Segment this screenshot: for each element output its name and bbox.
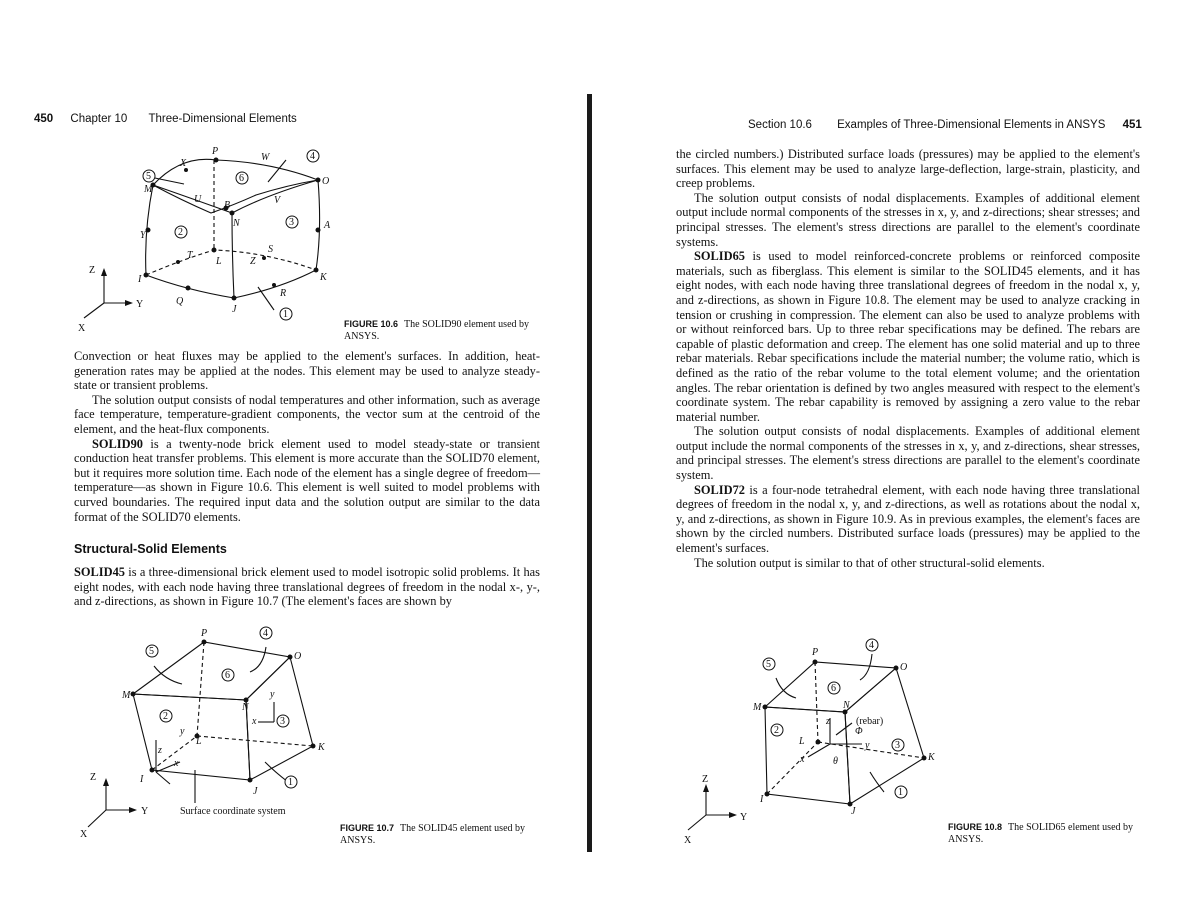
fig6-face-label: 3 (289, 217, 294, 228)
fig8-local-axis: x (800, 754, 805, 765)
paragraph: The solution output consists of nodal temperatures and other information, such as average face temperature, temperature-gradient components, the vector sum at the centroid of the element, and the heat-flux components. (74, 392, 540, 436)
fig8-node-label: N (843, 700, 850, 711)
fig7-local-axis: z (158, 745, 162, 756)
paragraph: SOLID45 is a three-dimensional brick element used to model isotropic solid problems. It has eight nodes, with each node having three translational degrees of freedom in the nodal x-, y-, and z-directions, as shown in Figure 10.7 (The element's faces are shown by (74, 565, 540, 609)
figure-10-6-diagram (66, 140, 356, 340)
figure-10-6-caption (344, 318, 544, 343)
fig8-face-label: 5 (766, 659, 771, 670)
fig8-node-label: L (799, 736, 805, 747)
element-name: SOLID72 (694, 482, 745, 497)
fig6-face-label: 2 (178, 227, 183, 238)
fig6-node-label: A (324, 220, 331, 231)
figure-10-8-diagram (680, 632, 960, 857)
paragraph: The solution output consists of nodal displacements. Examples of additional element output include the normal components of the stresses in x, y, and z-directions, shear stresses, and principal stresses. The element's stress directions are parallel to the element's coordinate system. (676, 424, 1140, 483)
fig8-face-label: 4 (869, 640, 874, 651)
fig8-local-axis: z (826, 716, 830, 727)
fig8-axis-x: X (684, 835, 692, 846)
fig8-face-label: 6 (831, 683, 836, 694)
chapter-title: Three-Dimensional Elements (148, 113, 297, 125)
fig6-axis-x: X (78, 323, 86, 334)
fig8-node-label: I (760, 794, 764, 805)
fig8-node-label: J (851, 806, 856, 817)
page-number: 450 (34, 113, 54, 125)
fig7-local-axis: y (270, 689, 275, 700)
figure-label: FIGURE 10.7 (340, 823, 395, 833)
fig6-axis-y: Y (136, 299, 144, 310)
solid90-element-svg (66, 140, 356, 340)
section-title: Examples of Three-Dimensional Elements in ANSYS (837, 119, 1106, 131)
fig6-node-label: R (280, 288, 287, 299)
fig8-node-label: K (928, 752, 935, 763)
fig6-node-label: V (274, 195, 281, 206)
right-page (600, 0, 1188, 918)
fig7-face-label: 4 (263, 628, 268, 639)
fig7-node-label: I (140, 774, 144, 785)
phi-angle-label: Φ (855, 726, 863, 737)
fig6-node-label: O (322, 176, 330, 187)
fig7-local-axis: x (252, 716, 257, 727)
figure-label: FIGURE 10.6 (344, 319, 399, 329)
fig7-face-label: 1 (288, 777, 293, 788)
book-spine-shadow (587, 94, 592, 852)
fig8-node-label: P (812, 647, 819, 658)
paragraph: SOLID90 is a twenty-node brick element used to model steady-state or transient conduction heat transfer problems. This element is more accurate than the SOLID70 element, but it requires more solution time. Each node of the element has a single degree of freedom—temperature—as shown in Figure 10.6. This element is well suited to model problems with curved boundaries. The required input data and the solution output are similar to the data format of the SOLID70 elements. (74, 436, 540, 524)
fig6-node-label: Z (250, 256, 256, 267)
figure-caption-text: The SOLID45 element used by ANSYS. (340, 823, 526, 846)
figure-label: FIGURE 10.8 (948, 822, 1003, 832)
chapter-label: Chapter 10 (70, 113, 128, 125)
fig7-node-label: L (196, 736, 202, 747)
fig6-node-label: Q (176, 296, 184, 307)
fig6-node-label: N (233, 218, 240, 229)
fig7-node-label: M (122, 690, 131, 701)
fig8-face-label: 3 (895, 740, 900, 751)
section-heading: Structural-Solid Elements (74, 542, 227, 556)
fig8-node-label: O (900, 662, 908, 673)
paragraph: The solution output is similar to that of other structural-solid elements. (694, 555, 1045, 570)
fig6-face-label: 6 (239, 173, 244, 184)
fig8-node-label: M (753, 702, 762, 713)
rebar-label: (rebar) (856, 716, 884, 727)
fig7-local-axis: y (180, 726, 185, 737)
paragraph: SOLID72 is a four-node tetrahedral element, with each node having three translational degrees of freedom in the nodal x, y, and z-directions, as well as rotations about the nodal x, y, and z-directions, as shown in Figure 10.9. As in previous examples, the element's faces are shown by the circled numbers. Distributed surface loads (pressures) may be applied to the element's surfaces. (676, 482, 1140, 556)
fig7-axis-x: X (80, 829, 88, 840)
fig6-node-label: Y (140, 230, 146, 241)
fig7-local-axis: x (174, 758, 179, 769)
fig6-node-label: S (268, 244, 273, 255)
fig8-face-label: 2 (774, 725, 779, 736)
fig7-face-label: 5 (149, 646, 154, 657)
element-name: SOLID45 (74, 565, 125, 579)
left-body-text-1 (74, 349, 540, 524)
running-header-right (748, 119, 1142, 131)
page-number: 451 (1122, 119, 1142, 131)
fig6-node-label: P (212, 146, 219, 157)
fig7-face-label: 2 (163, 711, 168, 722)
solid45-element-svg (70, 622, 340, 852)
paragraph: Convection or heat fluxes may be applied to the element's surfaces. In addition, heat-generation rates may be applied at the nodes. This element may be used to analyze steady-state or transient problems. (74, 349, 540, 393)
paragraph: SOLID65 is used to model reinforced-concrete problems or reinforced composite materials, such as fiberglass. This element is similar to the SOLID45 elements, and it has eight nodes, with each node having three translational degrees of freedom in the nodal x, y, and z-directions, as shown in Figure 10.8. The element may be used to analyze cracking in tension or crushing in compression. The element can also be used to analyze problems with or without reinforced bars. Up to three rebar specifications may be defined. The rebars are capable of plastic deformation and creep. The element has one solid material and up to three rebar materials. Rebar specifications include the material number; the volume ratio, which is defined as the ratio of the rebar volume to the total element volume; and the orientation angles. The rebar orientation is defined by two angles measured with respect to the element's coordinate system. The rebar capability is removed by assigning a zero value to the rebar material number. (676, 249, 1140, 424)
fig8-axis-z: Z (702, 774, 709, 785)
figure-caption-text: The SOLID65 element used by ANSYS. (948, 822, 1134, 845)
fig6-axis-z: Z (89, 265, 96, 276)
paragraph: the circled numbers.) Distributed surface loads (pressures) may be applied to the element's surfaces. This element may be used to analyze large-deflection, large-strain, plasticity, and creep problems. (676, 147, 1140, 191)
fig6-node-label: I (138, 274, 142, 285)
fig8-axis-y: Y (740, 812, 748, 823)
solid65-element-svg (680, 632, 960, 857)
fig6-node-label: K (320, 272, 327, 283)
fig7-node-label: K (318, 742, 325, 753)
figure-10-7-diagram (70, 622, 340, 852)
fig6-node-label: L (216, 256, 222, 267)
fig7-axis-z: Z (90, 772, 97, 783)
paragraph: The solution output consists of nodal displacements. Examples of additional element output include normal components of the stresses in x, y, and z-directions; shear stresses; and principal stresses. The element's stress directions are parallel to the element's coordinate systems. (676, 190, 1140, 249)
figure-caption-text: The SOLID90 element used by ANSYS. (344, 319, 530, 342)
fig8-local-axis: y (865, 740, 870, 751)
section-label: Section 10.6 (748, 119, 812, 131)
fig6-node-label: T (187, 250, 193, 261)
left-body-text-2 (74, 565, 540, 609)
fig7-axis-y: Y (141, 806, 149, 817)
fig6-node-label: X (180, 158, 187, 169)
fig6-node-label: W (261, 152, 270, 163)
fig6-node-label: M (144, 184, 153, 195)
fig6-node-label: B (224, 200, 231, 211)
right-body-text (676, 147, 1140, 570)
fig7-face-label: 6 (225, 670, 230, 681)
fig6-node-label: J (232, 304, 237, 315)
fig7-node-label: J (253, 786, 258, 797)
fig7-face-label: 3 (280, 716, 285, 727)
figure-10-8-caption (948, 821, 1148, 846)
element-name: SOLID90 (92, 436, 143, 451)
surface-coordinate-label: Surface coordinate system (180, 806, 286, 817)
fig7-node-label: N (242, 702, 249, 713)
fig6-face-label: 1 (283, 309, 288, 320)
fig6-node-label: U (194, 194, 202, 205)
fig7-node-label: P (201, 628, 208, 639)
running-header-left (34, 113, 297, 125)
left-page (0, 0, 580, 918)
fig6-face-label: 4 (310, 151, 315, 162)
fig8-face-label: 1 (898, 787, 903, 798)
element-name: SOLID65 (694, 249, 745, 264)
fig6-face-label: 5 (146, 171, 151, 182)
theta-angle-label: θ (833, 756, 838, 767)
fig7-node-label: O (294, 651, 302, 662)
figure-10-7-caption (340, 822, 540, 847)
